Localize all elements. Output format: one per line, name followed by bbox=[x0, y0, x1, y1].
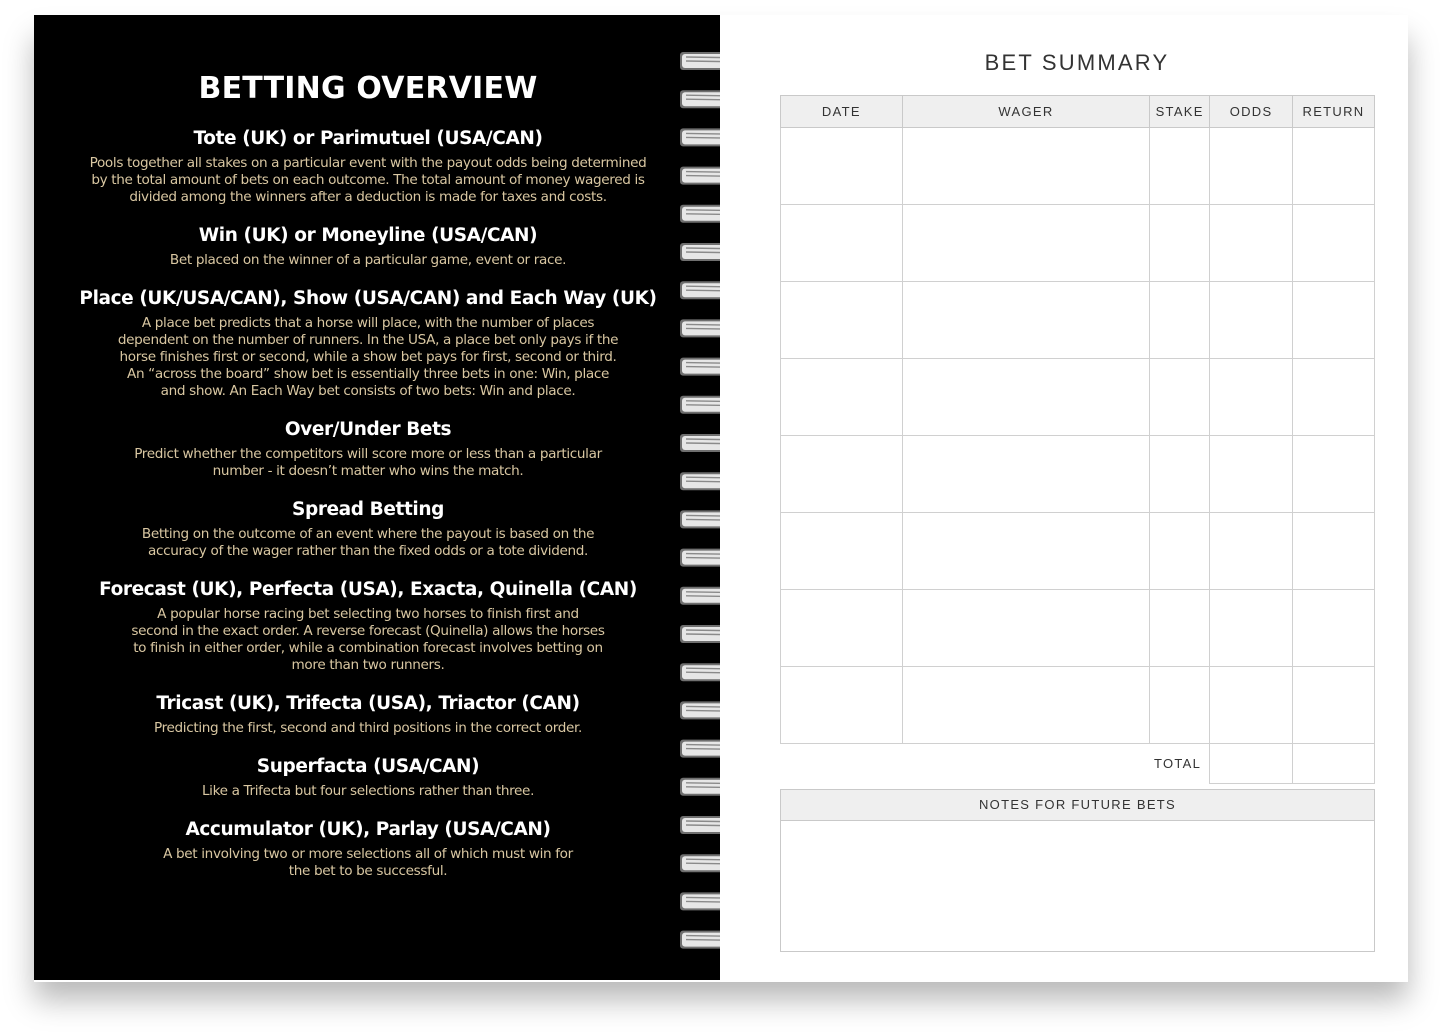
section-body-line: An “across the board” show bet is essentially three bets in one: Win, place bbox=[127, 366, 609, 382]
return-cell[interactable] bbox=[1293, 128, 1375, 205]
table-row bbox=[781, 359, 1375, 436]
odds-cell[interactable] bbox=[1210, 436, 1293, 513]
column-header-stake: STAKE bbox=[1150, 96, 1210, 128]
section-heading: Tote (UK) or Parimutuel (USA/CAN) bbox=[193, 128, 543, 149]
stake-cell[interactable] bbox=[1150, 667, 1210, 744]
notes-box bbox=[780, 789, 1375, 952]
total-row bbox=[781, 744, 1375, 784]
section-body-line: more than two runners. bbox=[291, 657, 445, 673]
total-return-cell[interactable] bbox=[1293, 744, 1375, 784]
section-body-line: Predicting the first, second and third positions in the correct order. bbox=[153, 720, 583, 736]
table-row bbox=[781, 513, 1375, 590]
section-heading: Forecast (UK), Perfecta (USA), Exacta, Quinella (CAN) bbox=[99, 579, 637, 600]
odds-cell[interactable] bbox=[1210, 282, 1293, 359]
section-heading: Accumulator (UK), Parlay (USA/CAN) bbox=[185, 819, 551, 840]
odds-cell[interactable] bbox=[1210, 590, 1293, 667]
return-cell[interactable] bbox=[1293, 436, 1375, 513]
overview-title: BETTING OVERVIEW bbox=[198, 71, 538, 106]
table-row bbox=[781, 590, 1375, 667]
section-heading: Tricast (UK), Trifecta (USA), Triactor (CAN) bbox=[156, 693, 580, 714]
stake-cell[interactable] bbox=[1150, 436, 1210, 513]
section-heading: Spread Betting bbox=[292, 499, 444, 520]
section-body-line: A popular horse racing bet selecting two horses to finish first and bbox=[157, 606, 579, 622]
bet-summary-table bbox=[780, 95, 1375, 784]
section-body-line: to finish in either order, while a combination forecast involves betting on bbox=[133, 640, 603, 656]
overview-section bbox=[34, 287, 702, 400]
return-cell[interactable] bbox=[1293, 667, 1375, 744]
stake-cell[interactable] bbox=[1150, 359, 1210, 436]
notes-area[interactable] bbox=[781, 821, 1374, 951]
overview-section bbox=[34, 692, 702, 737]
return-cell[interactable] bbox=[1293, 205, 1375, 282]
section-heading: Place (UK/USA/CAN), Show (USA/CAN) and Each Way (UK) bbox=[79, 288, 657, 309]
column-header-wager: WAGER bbox=[902, 96, 1149, 128]
section-body-line: divided among the winners after a deduction is made for taxes and costs. bbox=[129, 189, 607, 205]
stake-cell[interactable] bbox=[1150, 590, 1210, 667]
overview-section bbox=[34, 578, 702, 674]
stake-cell[interactable] bbox=[1150, 513, 1210, 590]
section-body-line: Pools together all stakes on a particular event with the payout odds being determined bbox=[89, 155, 647, 171]
section-body-line: by the total amount of bets on each outcome. The total amount of money wagered is bbox=[91, 172, 645, 188]
date-cell[interactable] bbox=[781, 590, 903, 667]
table-row bbox=[781, 282, 1375, 359]
table-header-row bbox=[781, 96, 1375, 128]
section-body-line: accuracy of the wager rather than the fixed odds or a tote dividend. bbox=[147, 543, 589, 559]
odds-cell[interactable] bbox=[1210, 359, 1293, 436]
wager-cell[interactable] bbox=[902, 205, 1149, 282]
bet-rows bbox=[781, 128, 1375, 744]
total-odds-cell[interactable] bbox=[1210, 744, 1293, 784]
overview-sections bbox=[34, 127, 702, 880]
wager-cell[interactable] bbox=[902, 282, 1149, 359]
table-row bbox=[781, 128, 1375, 205]
section-body-line: second in the exact order. A reverse forecast (Quinella) allows the horses bbox=[131, 623, 605, 639]
section-body-line: number - it doesn’t matter who wins the match. bbox=[212, 463, 524, 479]
section-body-line: Bet placed on the winner of a particular game, event or race. bbox=[169, 252, 567, 268]
date-cell[interactable] bbox=[781, 436, 903, 513]
table-row bbox=[781, 436, 1375, 513]
wager-cell[interactable] bbox=[902, 590, 1149, 667]
section-heading: Superfacta (USA/CAN) bbox=[256, 756, 480, 777]
date-cell[interactable] bbox=[781, 359, 903, 436]
odds-cell[interactable] bbox=[1210, 667, 1293, 744]
date-cell[interactable] bbox=[781, 128, 903, 205]
odds-cell[interactable] bbox=[1210, 513, 1293, 590]
stake-cell[interactable] bbox=[1150, 282, 1210, 359]
wager-cell[interactable] bbox=[902, 128, 1149, 205]
return-cell[interactable] bbox=[1293, 590, 1375, 667]
section-body-line: horse finishes first or second, while a show bet pays for first, second or third. bbox=[119, 349, 617, 365]
overview-section bbox=[34, 224, 702, 269]
return-cell[interactable] bbox=[1293, 282, 1375, 359]
section-heading: Win (UK) or Moneyline (USA/CAN) bbox=[198, 225, 538, 246]
stake-cell[interactable] bbox=[1150, 128, 1210, 205]
section-body-line: A bet involving two or more selections all of which must win for bbox=[163, 846, 573, 862]
bet-summary-title: BET SUMMARY bbox=[984, 50, 1170, 75]
return-cell[interactable] bbox=[1293, 359, 1375, 436]
odds-cell[interactable] bbox=[1210, 205, 1293, 282]
left-page bbox=[34, 15, 720, 980]
return-cell[interactable] bbox=[1293, 513, 1375, 590]
total-label: TOTAL bbox=[1153, 756, 1202, 772]
overview-section bbox=[34, 755, 702, 800]
section-body-line: Predict whether the competitors will score more or less than a particular bbox=[134, 446, 602, 462]
section-body-line: Like a Trifecta but four selections rather than three. bbox=[201, 783, 535, 799]
date-cell[interactable] bbox=[781, 205, 903, 282]
column-header-odds: ODDS bbox=[1210, 96, 1293, 128]
table-row bbox=[781, 667, 1375, 744]
section-body-line: A place bet predicts that a horse will place, with the number of places bbox=[141, 315, 595, 331]
section-body-line: Betting on the outcome of an event where the payout is based on the bbox=[141, 526, 595, 542]
section-body-line: and show. An Each Way bet consists of two bets: Win and place. bbox=[160, 383, 576, 399]
wager-cell[interactable] bbox=[902, 667, 1149, 744]
date-cell[interactable] bbox=[781, 513, 903, 590]
section-body-line: dependent on the number of runners. In the USA, a place bet only pays if the bbox=[117, 332, 619, 348]
section-body-line: the bet to be successful. bbox=[288, 863, 448, 879]
column-header-return: RETURN bbox=[1293, 96, 1375, 128]
section-heading: Over/Under Bets bbox=[284, 419, 452, 440]
overview-section bbox=[34, 418, 702, 480]
column-header-date: DATE bbox=[781, 96, 903, 128]
overview-section bbox=[34, 127, 702, 206]
table-row bbox=[781, 205, 1375, 282]
date-cell[interactable] bbox=[781, 282, 903, 359]
wager-cell[interactable] bbox=[902, 436, 1149, 513]
overview-section bbox=[34, 498, 702, 560]
wager-cell[interactable] bbox=[902, 513, 1149, 590]
overview-content bbox=[34, 15, 702, 898]
overview-section bbox=[34, 818, 702, 880]
notes-header: NOTES FOR FUTURE BETS bbox=[781, 790, 1374, 821]
date-cell[interactable] bbox=[781, 667, 903, 744]
wager-cell[interactable] bbox=[902, 359, 1149, 436]
stake-cell[interactable] bbox=[1150, 205, 1210, 282]
odds-cell[interactable] bbox=[1210, 128, 1293, 205]
